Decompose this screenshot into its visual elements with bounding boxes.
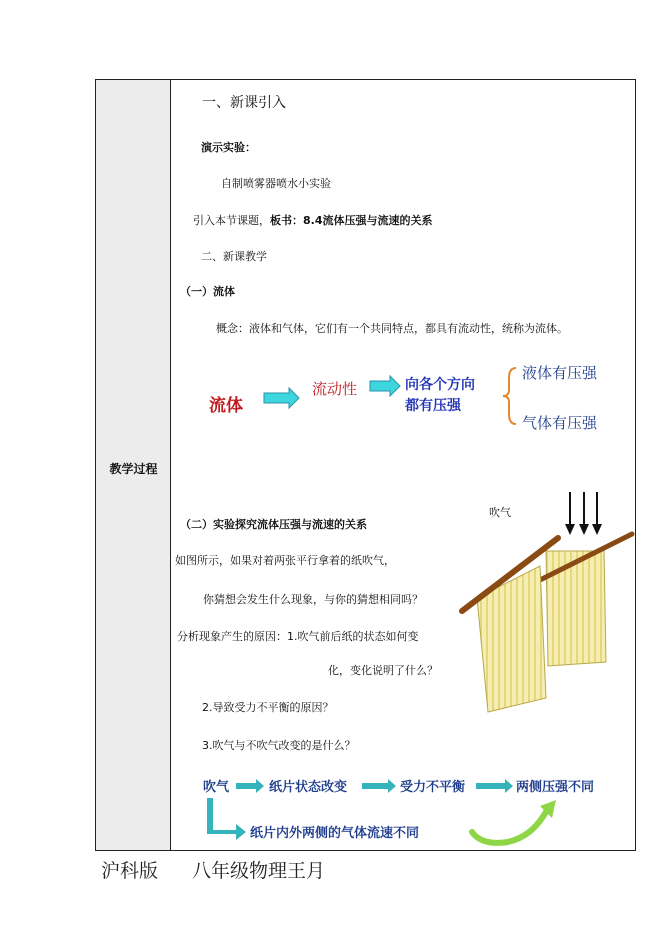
liquid-label: 液体有压强 [522, 364, 598, 382]
sub1-title: （一）流体 [180, 285, 235, 298]
process-label: 教学过程 [109, 462, 158, 476]
chain-flow-diff: 纸片内外两侧的气体流速不同 [250, 826, 420, 841]
chain-imbalance: 受力不平衡 [400, 780, 466, 795]
chain-pressure-diff: 两侧压强不同 [516, 780, 595, 795]
gas-label: 气体有压强 [522, 414, 598, 432]
intro-board: 板书：8.4流体压强与流速的关系 [270, 214, 433, 227]
question1-b: 化，变化说明了什么？ [328, 664, 438, 677]
intro-prefix: 引入本节课题， [193, 214, 270, 227]
left-column [96, 80, 171, 850]
demo-text: 自制喷雾器喷水小实验 [221, 177, 331, 190]
lesson-intro [193, 212, 433, 228]
chain-paper-change: 纸片状态改变 [269, 780, 348, 795]
footer-info: 八年级物理王月 [192, 860, 326, 882]
section2-title: 二、新课教学 [201, 250, 267, 263]
sub2-title: （二）实验探究流体压强与流速的关系 [180, 518, 367, 531]
question-intro: 如图所示，如果对着两张平行拿着的纸吹气， [175, 554, 395, 567]
footer [101, 856, 325, 883]
demo-label: 演示实验： [201, 141, 256, 154]
chain-blow: 吹气 [203, 780, 230, 795]
question-guess: 你猜想会发生什么现象，与你的猜想相同吗？ [203, 593, 423, 606]
direction-line2: 都有压强 [405, 398, 461, 414]
lesson-table [95, 79, 636, 851]
question1-a: 分析现象产生的原因：1.吹气前后纸的状态如何变 [177, 630, 419, 643]
direction-line1: 向各个方向 [405, 377, 475, 393]
fluid-label: 流体 [209, 396, 243, 416]
question2: 2.导致受力不平衡的原因？ [202, 701, 334, 714]
section1-title: 一、新课引入 [202, 95, 286, 111]
concept-text: 概念：液体和气体，它们有一个共同特点，都具有流动性，统称为流体。 [216, 322, 568, 335]
footer-edition: 沪科版 [101, 860, 159, 882]
question3: 3.吹气与不吹气改变的是什么？ [202, 739, 356, 752]
blow-label: 吹气 [489, 506, 511, 519]
flow-label: 流动性 [312, 380, 358, 398]
